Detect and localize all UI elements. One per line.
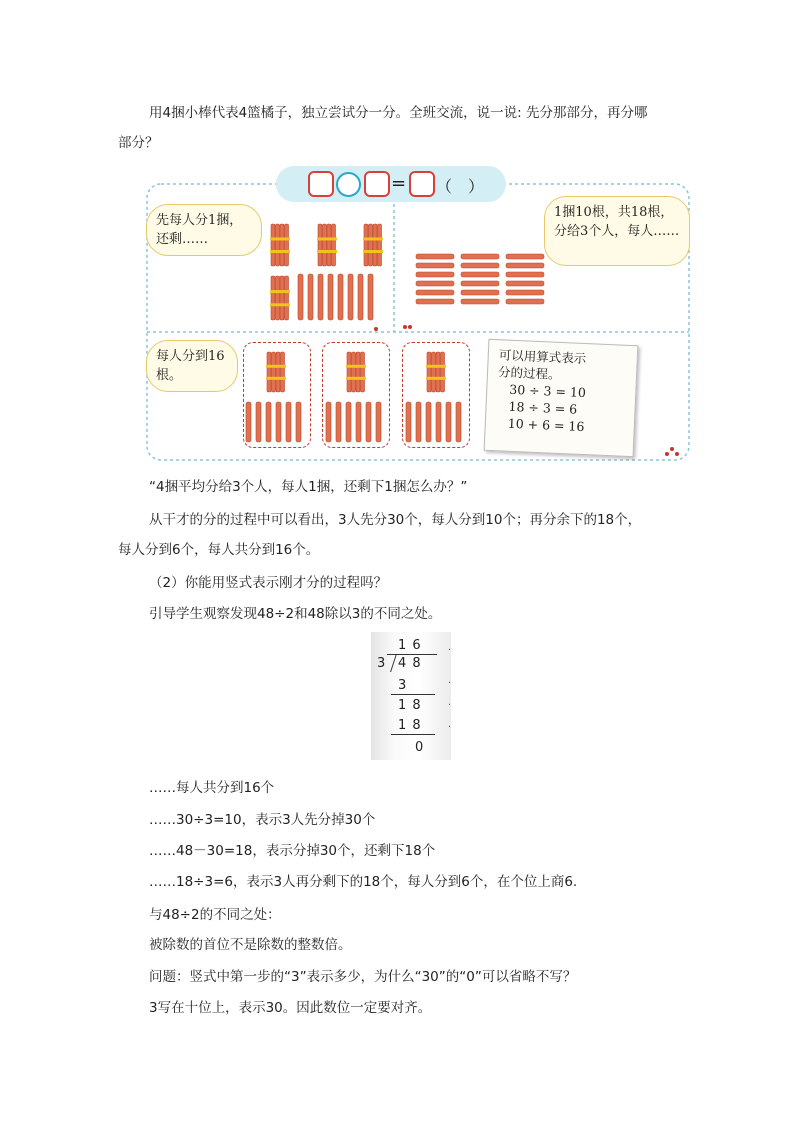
loose-stick — [506, 299, 544, 304]
loose-stick — [461, 254, 499, 259]
margin-dot: · — [448, 678, 452, 689]
loose-stick — [358, 274, 363, 320]
stick-bundle — [317, 224, 337, 266]
step-remainder-1: 1 8 — [398, 698, 422, 713]
step-line-1 — [391, 694, 435, 695]
final-remainder: 0 — [415, 740, 424, 755]
loose-stick — [416, 272, 454, 277]
sub-question: （2）你能用竖式表示刚才分的过程吗？ — [149, 575, 388, 591]
margin-dot: · — [448, 645, 452, 656]
guide-text: 引导学生观察发现48÷2和48除以3的不同之处。 — [149, 606, 442, 622]
loose-stick — [416, 281, 454, 286]
paragraph-line-1: 从干才的分的过程中可以看出，3人先分30个，每人分到10个；再分余下的18个， — [149, 512, 642, 528]
quotient: 1 6 — [398, 638, 422, 653]
loose-stick — [506, 254, 544, 259]
loose-stick — [461, 272, 499, 277]
loose-stick — [368, 274, 373, 320]
speech-bubble-top-right: 1捆10根，共18根，分给3个人，每人…… — [544, 196, 690, 266]
loose-stick — [416, 299, 454, 304]
dividend: 4 8 — [398, 656, 422, 671]
difference-title: 与48÷2的不同之处： — [149, 907, 281, 923]
loose-stick — [298, 274, 303, 320]
difference-text: 被除数的首位不是除数的整数倍。 — [149, 937, 352, 953]
unit-parentheses: （ ） — [436, 177, 485, 196]
share-group-2 — [322, 342, 390, 448]
margin-dot: · — [448, 722, 452, 733]
loose-stick — [416, 263, 454, 268]
stick-bundle — [270, 224, 290, 266]
answer-text: 3写在十位上，表示30。因此数位一定要对齐。 — [149, 1000, 432, 1016]
intro-line-1: 用4捆小棒代表4篮橘子，独立尝试分一分。全班交流，说一说: 先分那部分，再分哪 — [149, 105, 648, 121]
loose-stick — [461, 299, 499, 304]
loose-stick — [506, 263, 544, 268]
speech-bubble-bottom-left: 每人分到16根。 — [146, 340, 238, 392]
loose-stick — [348, 274, 353, 320]
step-subtract-2: 1 8 — [398, 718, 422, 733]
paragraph-line-2: 每人分到6个，每人共分到16个。 — [118, 542, 320, 558]
loose-stick — [506, 272, 544, 277]
loose-stick — [461, 290, 499, 295]
explanation-4: ……18÷3=6，表示3人再分剩下的18个，每人分到6个，在个位上商6. — [149, 874, 578, 890]
step-line-2 — [391, 734, 435, 735]
question-text: 问题：竖式中第一步的“3”表示多少，为什么“30”的“0”可以省略不写？ — [149, 969, 577, 985]
loose-stick — [308, 274, 313, 320]
loose-stick — [416, 290, 454, 295]
explanation-2: ……30÷3=10，表示3人先分掉30个 — [149, 812, 376, 828]
question-quote: “4捆平均分给3个人，每人1捆，还剩下1捆怎么办？” — [149, 479, 468, 495]
loose-stick — [338, 274, 343, 320]
explanation-1: ……每人共分到16个 — [149, 780, 275, 796]
speech-bubble-top-left: 先每人分1捆，还剩…… — [146, 204, 262, 256]
loose-stick — [506, 290, 544, 295]
note-equation: 10 + 6 = 16 — [507, 415, 585, 435]
calculation-note — [484, 339, 639, 457]
loose-stick — [318, 274, 323, 320]
note-equation: 30 ÷ 3 = 10 — [509, 381, 587, 401]
intro-line-2: 部分？ — [118, 135, 159, 151]
share-group-3 — [402, 342, 470, 448]
margin-dot: · — [448, 700, 452, 711]
loose-stick — [416, 254, 454, 259]
divisor: 3 — [377, 656, 386, 671]
note-line: 可以用算式表示 — [498, 347, 587, 367]
loose-stick — [461, 281, 499, 286]
stick-bundle — [270, 276, 290, 320]
step-subtract-1: 3 — [398, 678, 407, 693]
loose-stick — [461, 263, 499, 268]
textbook-illustration — [146, 166, 690, 462]
stick-bundle — [363, 224, 383, 266]
explanation-3: ……48－30=18，表示分掉30个，还剩下18个 — [149, 843, 436, 859]
note-line: 分的过程。 — [497, 364, 561, 382]
long-division — [371, 632, 451, 760]
equals-sign: = — [391, 173, 407, 194]
loose-stick — [506, 281, 544, 286]
note-equation: 18 ÷ 3 = 6 — [508, 398, 578, 417]
share-group-1 — [243, 342, 311, 448]
loose-stick — [328, 274, 333, 320]
